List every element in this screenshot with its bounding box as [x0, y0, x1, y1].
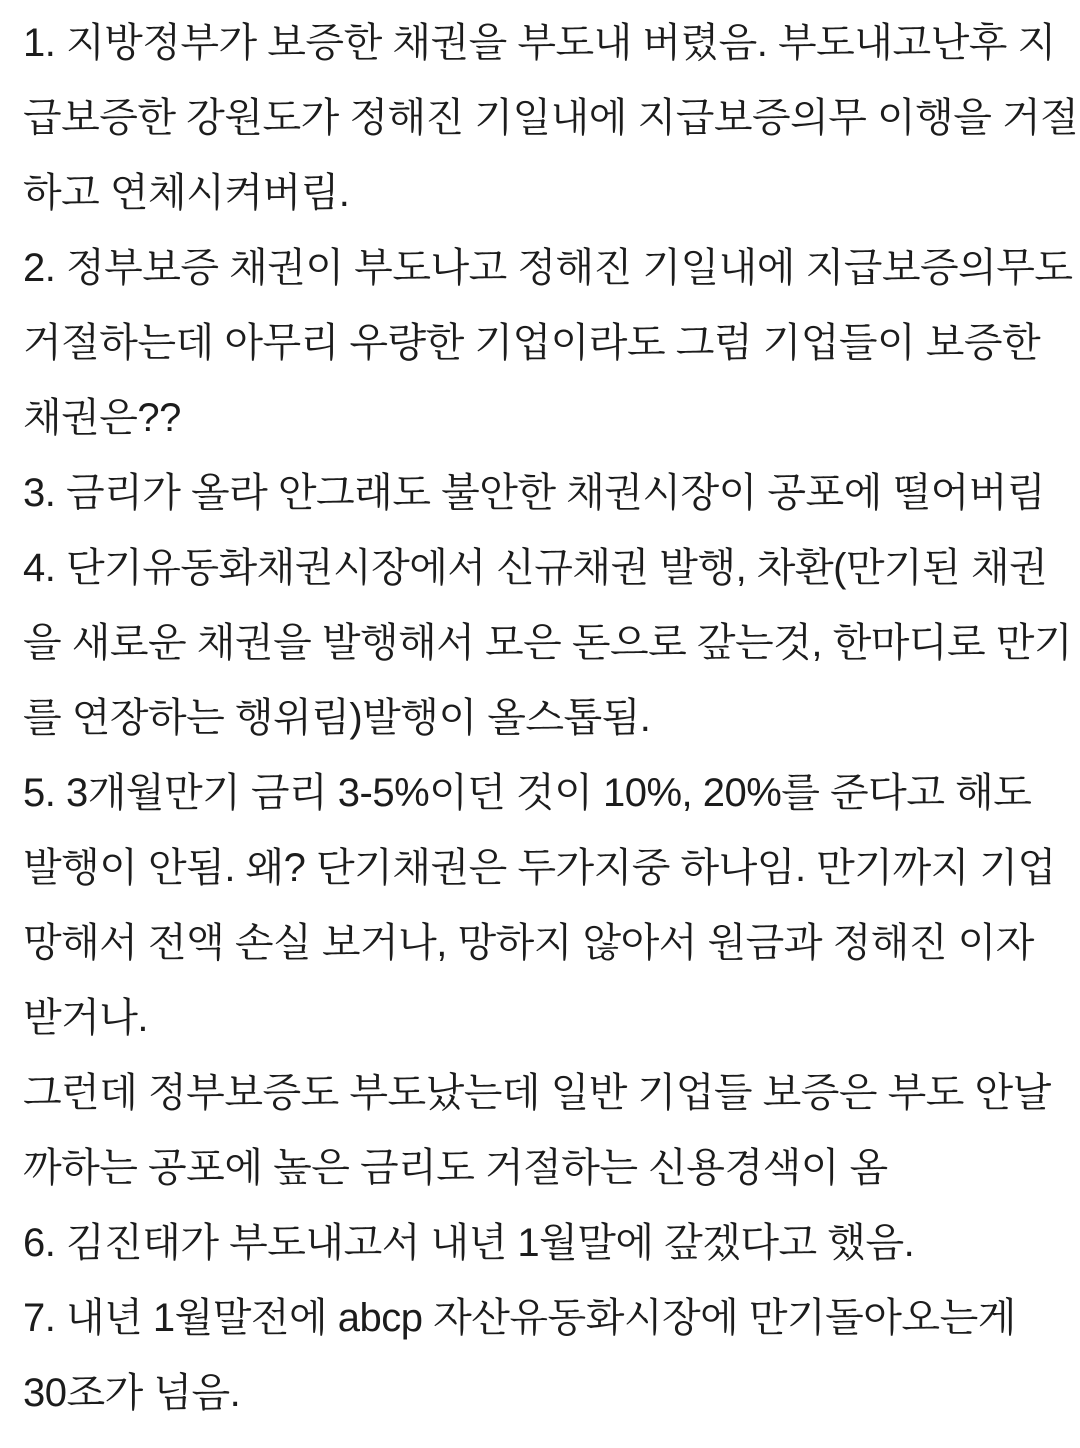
text-line: 4. 단기유동화채권시장에서 신규채권 발행, 차환(만기된 채권 [23, 546, 1048, 590]
text-line: 7. 내년 1월말전에 abcp 자산유동화시장에 만기돌아오는게 [23, 1296, 1016, 1340]
text-line: 6. 김진태가 부도내고서 내년 1월말에 갚겠다고 했음. [23, 1221, 915, 1265]
text-line: 받거나. [23, 996, 149, 1040]
text-line: 1. 지방정부가 보증한 채권을 부도내 버렸음. 부도내고난후 지 [23, 21, 1056, 65]
text-line: 30조가 넘음. [23, 1371, 241, 1415]
text-line: 5. 3개월만기 금리 3-5%이던 것이 10%, 20%를 준다고 해도 [23, 771, 1032, 815]
text-line: 을 새로운 채권을 발행해서 모은 돈으로 갚는것, 한마디로 만기 [23, 621, 1073, 665]
text-line: 3. 금리가 올라 안그래도 불안한 채권시장이 공포에 떨어버림 [23, 471, 1046, 515]
text-line: 그런데 정부보증도 부도났는데 일반 기업들 보증은 부도 안날 [23, 1071, 1051, 1115]
text-line: 급보증한 강원도가 정해진 기일내에 지급보증의무 이행을 거절 [23, 96, 1079, 140]
text-line: 거절하는데 아무리 우량한 기업이라도 그럼 기업들이 보증한 [23, 321, 1041, 365]
text-line: 망해서 전액 손실 보거나, 망하지 않아서 원금과 정해진 이자 [23, 921, 1034, 965]
text-line: 까하는 공포에 높은 금리도 거절하는 신용경색이 옴 [23, 1146, 888, 1190]
text-line: 채권은?? [23, 396, 181, 440]
text-line: 발행이 안됨. 왜? 단기채권은 두가지중 하나임. 만기까지 기업 [23, 846, 1056, 890]
text-line: 2. 정부보증 채권이 부도나고 정해진 기일내에 지급보증의무도 [23, 246, 1073, 290]
text-content [23, 6, 1079, 1431]
text-line: 하고 연체시켜버림. [23, 171, 350, 215]
text-line: 를 연장하는 행위림)발행이 올스톱됨. [23, 696, 651, 740]
